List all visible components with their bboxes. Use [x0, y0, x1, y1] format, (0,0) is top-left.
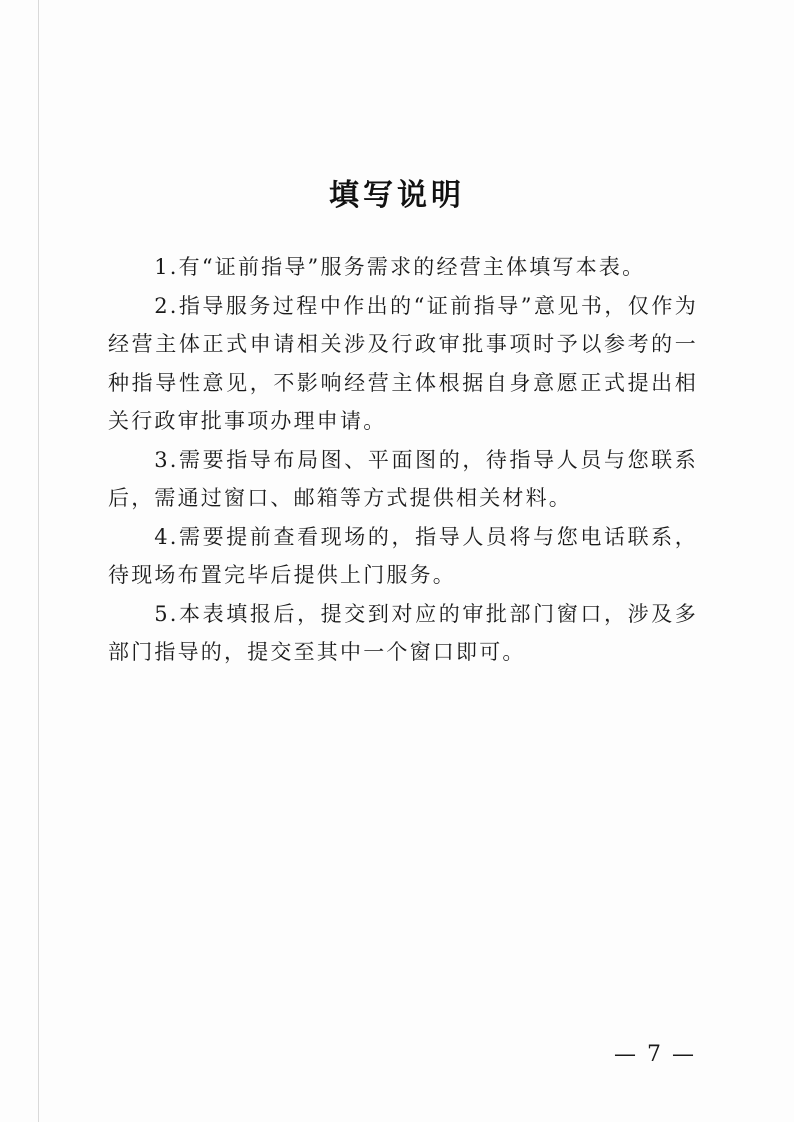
- instruction-item-1: 1.有“证前指导”服务需求的经营主体填写本表。: [154, 255, 646, 279]
- scan-edge-line: [38, 0, 39, 1122]
- instruction-item-4: 4.需要提前查看现场的，指导人员将与您电话联系，待现场布置完毕后提供上门服务。: [108, 524, 698, 587]
- instruction-item-2: 2.指导服务过程中作出的“证前指导”意见书，仅作为经营主体正式申请相关涉及行政审批事项时予以参考的一种指导性意见，不影响经营主体根据自身意愿正式提出相关行政审批事项办理申请。: [108, 293, 698, 433]
- instruction-item-3: 3.需要指导布局图、平面图的，待指导人员与您联系后，需通过窗口、邮箱等方式提供相关材料。: [108, 447, 698, 510]
- page-number: — 7 —: [614, 1042, 696, 1067]
- document-title: 填写说明: [329, 178, 465, 213]
- instructions-body: [108, 248, 698, 672]
- instruction-item-5: 5.本表填报后，提交到对应的审批部门窗口，涉及多部门指导的，提交至其中一个窗口即可。: [108, 601, 698, 664]
